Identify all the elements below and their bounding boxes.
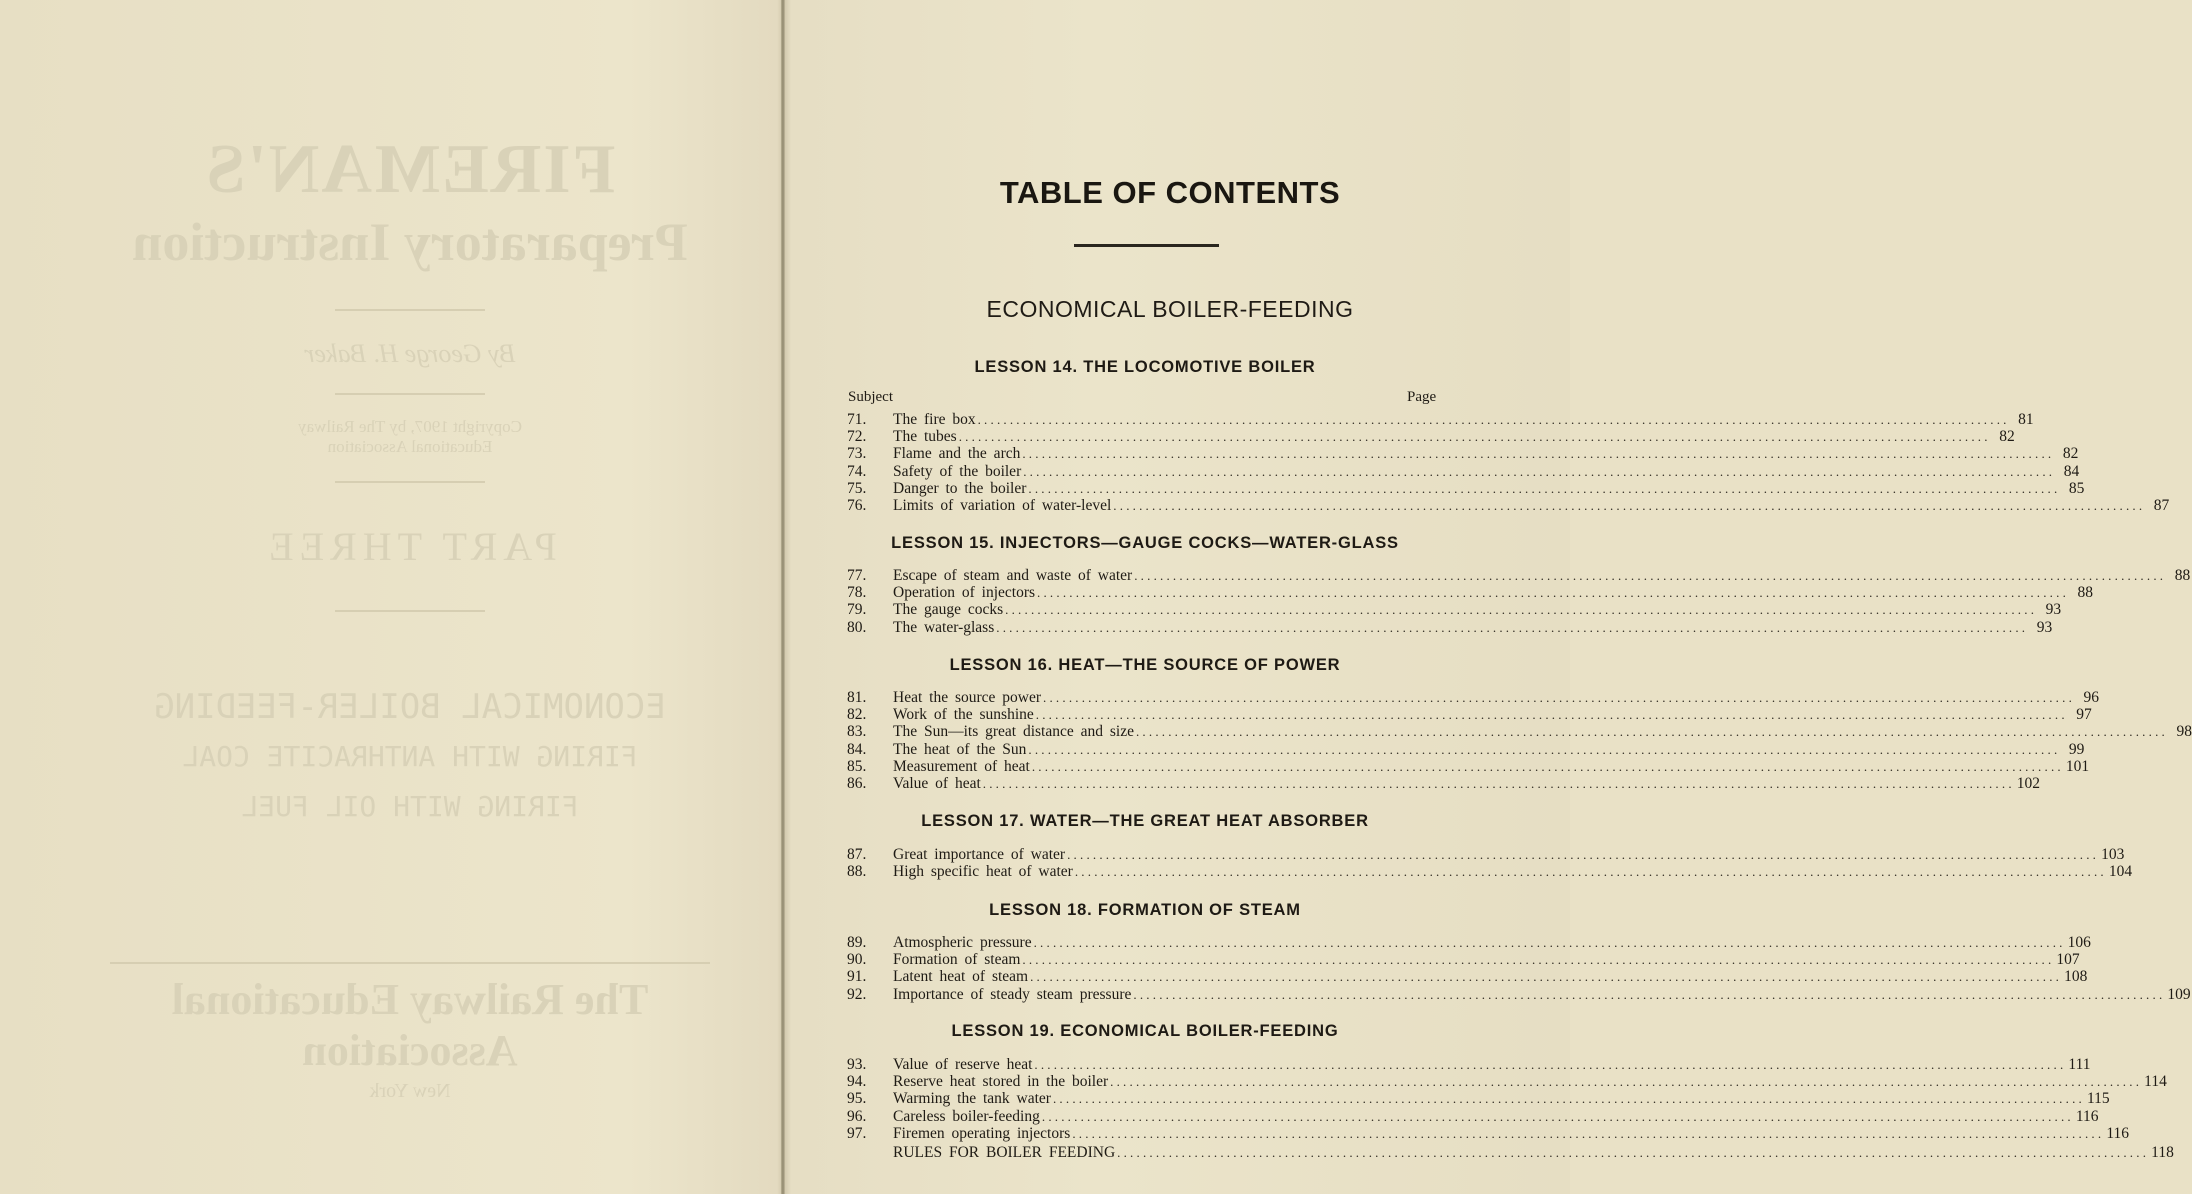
entry-page: 114 — [2144, 1073, 2167, 1091]
toc-entry — [847, 846, 2125, 863]
entry-number: 92. — [847, 985, 867, 1003]
ghost-part: PART THREE — [263, 524, 557, 569]
ghost-copyright-line1: Copyright 1907, by The Railway — [298, 417, 522, 436]
entry-number: 73. — [847, 445, 867, 463]
toc-entry — [847, 774, 2041, 792]
toc-entry — [847, 1090, 2110, 1108]
ghost-author: By George H. Baker — [304, 339, 516, 368]
entry-number: 75. — [847, 479, 867, 497]
entry-subject: Latent heat of steam — [893, 968, 1029, 986]
lesson-heading: LESSON 16. HEAT—THE SOURCE OF POWER — [949, 656, 1341, 674]
dot-leader: ................................................................................................................................................................ — [982, 775, 2015, 791]
toc-entry — [847, 445, 2079, 463]
entry-number: 74. — [847, 462, 867, 480]
lesson-entries — [847, 567, 2191, 636]
dot-leader: ................................................................................................................................................................ — [1033, 935, 2066, 950]
entry-subject: Measurement of heat — [893, 757, 1030, 775]
ghost-subtitle: Preparatory Instruction — [132, 212, 688, 272]
lesson-entries — [847, 689, 2192, 792]
entry-number: 96. — [847, 1107, 867, 1125]
entry-number: 82. — [847, 706, 867, 724]
dot-leader: ................................................................................................................................................................ — [1117, 1144, 2150, 1160]
lesson-heading: LESSON 14. THE LOCOMOTIVE BOILER — [974, 358, 1316, 376]
show-through-title-page — [95, 95, 725, 1102]
entry-subject: Reserve heat stored in the boiler — [893, 1073, 1109, 1091]
dot-leader: ................................................................................................................................................................ — [1041, 1108, 2074, 1124]
entry-subject: Firemen operating injectors — [893, 1124, 1071, 1142]
dot-leader: ................................................................................................................................................................ — [1023, 463, 2056, 479]
entry-subject: RULES FOR BOILER FEEDING — [893, 1143, 1116, 1161]
entry-subject: Atmospheric pressure — [893, 934, 1032, 951]
entry-page: 82 — [2062, 445, 2079, 463]
entry-number: 81. — [847, 689, 867, 706]
dot-leader: ................................................................................................................................................................ — [1034, 1057, 2067, 1072]
entry-number: 77. — [847, 567, 867, 584]
entry-page: 88 — [2077, 584, 2094, 602]
dot-leader: ................................................................................................................................................................ — [1134, 568, 2167, 583]
dot-leader: ................................................................................................................................................................ — [1052, 1091, 2085, 1107]
entry-page: 106 — [2067, 934, 2091, 951]
dot-leader: ................................................................................................................................................................ — [1067, 847, 2100, 862]
dot-leader: ................................................................................................................................................................ — [977, 412, 2010, 427]
ghost-copyright — [95, 417, 725, 457]
entry-subject: Danger to the boiler — [893, 479, 1027, 497]
entry-page: 99 — [2068, 740, 2085, 758]
entry-subject: The Sun—its great distance and size — [893, 723, 1134, 741]
lesson-entries — [847, 1056, 2174, 1164]
entry-page: 85 — [2068, 479, 2085, 497]
dot-leader: ................................................................................................................................................................ — [1035, 707, 2068, 723]
entry-page: 97 — [2076, 706, 2092, 724]
title-rule — [1074, 244, 1219, 247]
dot-leader: ................................................................................................................................................................ — [1037, 585, 2070, 601]
entry-page: 107 — [2056, 951, 2080, 969]
entry-page: 116 — [2106, 1124, 2129, 1142]
entry-subject: The heat of the Sun — [893, 740, 1027, 758]
entry-number: 89. — [847, 934, 867, 951]
entry-page: 116 — [2075, 1107, 2099, 1125]
entry-page: 82 — [1999, 428, 2015, 446]
entry-subject: Safety of the boiler — [893, 462, 1022, 480]
entry-subject: Flame and the arch — [893, 445, 1021, 463]
toc-entry — [847, 1107, 2099, 1125]
dot-leader: ................................................................................................................................................................ — [1113, 497, 2146, 513]
entry-page: 84 — [2063, 462, 2080, 480]
entry-page: 104 — [2108, 863, 2133, 881]
entry-page: 115 — [2086, 1090, 2110, 1108]
toc-entry — [847, 1056, 2091, 1073]
toc-entry — [847, 951, 2080, 969]
entry-page: 81 — [2018, 411, 2034, 428]
dot-leader: ................................................................................................................................................................ — [1133, 986, 2166, 1002]
lesson-heading: LESSON 15. INJECTORS—GAUGE COCKS—WATER-GLASS — [891, 534, 1399, 552]
entry-subject: Escape of steam and waste of water — [893, 567, 1133, 584]
toc-entry — [847, 584, 2094, 602]
ghost-rule — [335, 481, 485, 483]
entry-subject: Work of the sunshine — [893, 706, 1034, 724]
toc-entry — [847, 723, 2192, 741]
entry-subject: Value of reserve heat — [893, 1056, 1033, 1073]
part-title: ECONOMICAL BOILER-FEEDING — [986, 296, 1354, 322]
page-column-label: Page — [1407, 389, 1437, 405]
entry-number: 78. — [847, 584, 867, 602]
ghost-title: FIREMAN'S — [204, 131, 616, 208]
lesson-heading: LESSON 18. FORMATION OF STEAM — [989, 901, 1301, 919]
entry-page: 96 — [2083, 689, 2100, 706]
entry-subject: Warming the tank water — [893, 1090, 1051, 1108]
entry-number: 93. — [847, 1056, 867, 1073]
toc-entry — [847, 863, 2133, 881]
lesson-entries — [847, 934, 2191, 1003]
entry-number: 95. — [847, 1090, 867, 1108]
entry-page: 98 — [2176, 723, 2192, 741]
ghost-copyright-line2: Educational Association — [327, 437, 493, 456]
dot-leader: ................................................................................................................................................................ — [958, 429, 1991, 445]
dot-leader: ................................................................................................................................................................ — [1031, 758, 2064, 774]
toc-entry — [847, 428, 2015, 446]
toc-entry — [847, 706, 2092, 724]
toc-entry — [847, 479, 2085, 497]
dot-leader: ................................................................................................................................................................ — [1030, 969, 2063, 985]
dot-leader: ................................................................................................................................................................ — [1028, 480, 2061, 496]
toc-entry — [847, 496, 2170, 514]
entry-page: 101 — [2065, 757, 2090, 775]
toc-entry — [847, 968, 2088, 986]
entry-page: 111 — [2068, 1056, 2091, 1073]
entry-number: 76. — [847, 496, 867, 514]
entry-number: 83. — [847, 723, 867, 741]
toc-entry — [847, 601, 2062, 619]
ghost-topic: ECONOMICAL BOILER-FEEDING — [154, 687, 666, 727]
toc-entry — [847, 618, 2053, 636]
entry-page: 108 — [2064, 968, 2088, 986]
dot-leader: ................................................................................................................................................................ — [1028, 741, 2061, 757]
toc-entry — [847, 757, 2090, 775]
entry-page: 93 — [2045, 601, 2062, 619]
dot-leader: ................................................................................................................................................................ — [1022, 952, 2055, 968]
toc-entry — [847, 1073, 2167, 1091]
toc-entry — [847, 740, 2085, 758]
entry-number: 94. — [847, 1073, 867, 1091]
subject-column-label: Subject — [848, 389, 893, 405]
entry-subject: The fire box — [893, 411, 976, 428]
right-page — [785, 0, 2192, 1194]
ghost-rule — [335, 393, 485, 395]
dot-leader: ................................................................................................................................................................ — [996, 619, 2029, 635]
ghost-publisher: The Railway Educational Association — [171, 975, 649, 1075]
entry-subject: High specific heat of water — [893, 863, 1073, 881]
lesson-heading: LESSON 17. WATER—THE GREAT HEAT ABSORBER — [921, 812, 1369, 830]
dot-leader: ................................................................................................................................................................ — [1135, 724, 2168, 740]
ghost-topics — [95, 682, 725, 832]
toc-entry — [847, 1124, 2129, 1142]
entry-number: 97. — [847, 1124, 867, 1142]
entry-number: 88. — [847, 863, 867, 881]
dot-leader: ................................................................................................................................................................ — [1110, 1074, 2143, 1090]
dot-leader: ................................................................................................................................................................ — [1005, 602, 2038, 618]
lesson-entries — [847, 411, 2170, 514]
ghost-topic: FIRING WITH OIL FUEL — [241, 790, 579, 823]
entry-number: 86. — [847, 774, 867, 792]
ghost-rule — [110, 962, 710, 964]
ghost-rule — [335, 610, 485, 612]
entry-subject: Limits of variation of water-level — [893, 496, 1112, 514]
entry-subject: Value of heat — [893, 774, 981, 792]
entry-subject: Great importance of water — [893, 846, 1066, 863]
lesson-entries — [847, 846, 2133, 881]
entry-page: 87 — [2153, 496, 2170, 514]
page-title: TABLE OF CONTENTS — [999, 175, 1341, 210]
dot-leader: ................................................................................................................................................................ — [1043, 690, 2076, 705]
entry-number: 85. — [847, 757, 867, 775]
toc-entry — [847, 411, 2034, 428]
entry-page: 88 — [2174, 567, 2191, 584]
entry-number: 71. — [847, 411, 867, 428]
entry-subject: Operation of injectors — [893, 584, 1036, 602]
entry-subject: Formation of steam — [893, 951, 1021, 969]
entry-subject: Heat the source power — [893, 689, 1042, 706]
dot-leader: ................................................................................................................................................................ — [1072, 1125, 2105, 1141]
toc-entry — [847, 689, 2100, 706]
ghost-topic: FIRING WITH ANTHRACITE COAL — [182, 740, 638, 773]
entry-number: 72. — [847, 428, 867, 446]
toc-entry — [847, 985, 2191, 1003]
entry-subject: The tubes — [893, 428, 957, 446]
entry-number: 90. — [847, 951, 867, 969]
dot-leader: ................................................................................................................................................................ — [1074, 864, 2107, 880]
ghost-city: New York — [369, 1080, 451, 1102]
entry-number: 79. — [847, 601, 867, 619]
entry-number: 87. — [847, 846, 867, 863]
toc-entry — [847, 1142, 2174, 1164]
entry-page: 93 — [2036, 618, 2053, 636]
dot-leader: ................................................................................................................................................................ — [1022, 446, 2055, 462]
toc-entry — [847, 934, 2091, 951]
entry-number: 80. — [847, 618, 867, 636]
entry-page: 118 — [2151, 1143, 2174, 1161]
entry-page: 103 — [2101, 846, 2125, 863]
left-page — [0, 0, 781, 1194]
entry-subject: Careless boiler-feeding — [893, 1107, 1040, 1125]
entry-subject: The gauge cocks — [893, 601, 1004, 619]
entry-subject: Importance of steady steam pressure — [893, 985, 1132, 1003]
entry-number: 84. — [847, 740, 867, 758]
entry-page: 102 — [2016, 774, 2041, 792]
toc-entry — [847, 567, 2191, 584]
lesson-heading: LESSON 19. ECONOMICAL BOILER-FEEDING — [951, 1022, 1339, 1040]
entry-page: 109 — [2167, 985, 2191, 1003]
ghost-rule — [335, 309, 485, 311]
entry-number: 91. — [847, 968, 867, 986]
toc-entry — [847, 462, 2080, 480]
entry-subject: The water-glass — [893, 618, 995, 636]
